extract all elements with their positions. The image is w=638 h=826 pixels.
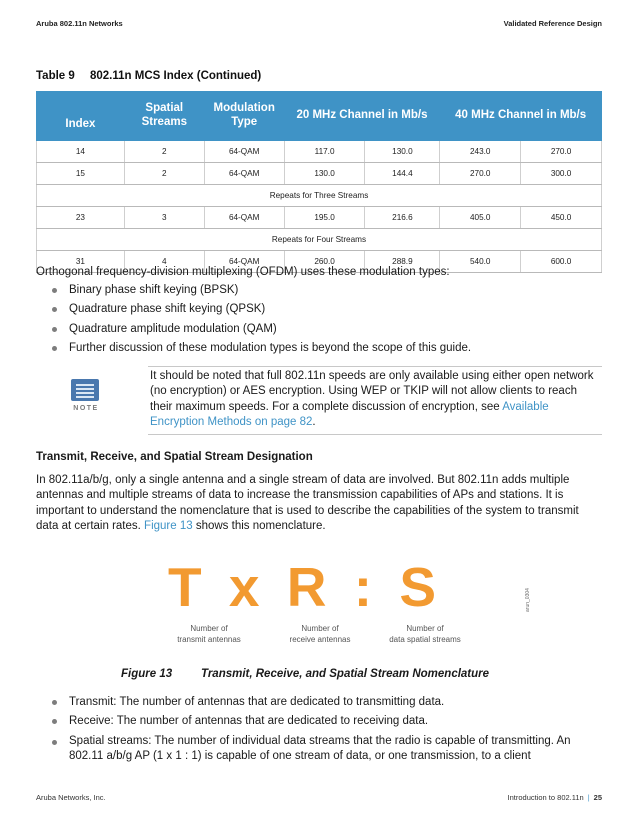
cell-20mhz-b: 130.0: [365, 141, 440, 163]
list-item: Quadrature phase shift keying (QPSK): [52, 300, 602, 319]
figure-caption: [121, 668, 489, 680]
cell-streams: 2: [124, 141, 204, 163]
cell-20mhz-a: 195.0: [284, 207, 365, 229]
note-text: It should be noted that full 802.11n speeds are only available using either open network (no encryption) or AES encryption. Using WEP or TKIP will not allow clients to reach their maximum speeds. For a complete discussion of encryption, see Available Encryption Methods on page 82.: [150, 370, 594, 429]
cell-modulation: 64-QAM: [204, 163, 284, 185]
note-divider-bottom: [148, 434, 602, 435]
table-span-row: [37, 229, 602, 251]
list-item: Quadrature amplitude modulation (QAM): [52, 320, 602, 339]
section-paragraph: In 802.11a/b/g, only a single antenna and a single stream of data are involved. But 802.11n adds multiple antennas and multiple streams of data to increase the transmission capabilities of APs and stations. It is important to understand the nomenclature that is used to describe the capabilities of the system to transmit data at certain rates. Figure 13 shows this nomenclature.: [36, 474, 579, 533]
cell-modulation: 64-QAM: [204, 251, 284, 273]
cell-40mhz-b: 270.0: [521, 141, 602, 163]
bullet-icon: [52, 307, 57, 312]
note-divider-top: [148, 366, 602, 367]
table-caption: [36, 70, 261, 82]
footer-right: Introduction to 802.11n | 25: [507, 793, 602, 802]
cell-index: 31: [37, 251, 125, 273]
col-header-index: Index: [37, 92, 125, 141]
table-title: 802.11n MCS Index (Continued): [90, 70, 262, 82]
figure-number: Figure 13: [121, 668, 173, 680]
figure-13-link[interactable]: Figure 13: [144, 520, 193, 533]
cell-index: 14: [37, 141, 125, 163]
bullet-icon: [52, 346, 57, 351]
cell-20mhz-a: 117.0: [284, 141, 365, 163]
cell-40mhz-b: 450.0: [521, 207, 602, 229]
bullet-icon: [52, 740, 57, 745]
bullet-icon: [52, 288, 57, 293]
col-header-40mhz: 40 MHz Channel in Mb/s: [440, 92, 602, 141]
note-icon: [71, 379, 99, 401]
definitions-list: [52, 693, 602, 764]
bullet-icon: [52, 719, 57, 724]
col-header-streams: Spatial Streams: [124, 92, 204, 141]
table-span-row: [37, 185, 602, 207]
cell-20mhz-b: 288.9: [365, 251, 440, 273]
cell-index: 15: [37, 163, 125, 185]
cell-20mhz-a: 260.0: [284, 251, 365, 273]
table-row: [37, 207, 602, 229]
cell-40mhz-a: 405.0: [440, 207, 521, 229]
cell-20mhz-b: 216.6: [365, 207, 440, 229]
table-header-row: [37, 92, 602, 141]
span-cell: Repeats for Four Streams: [37, 229, 602, 251]
cell-40mhz-b: 600.0: [521, 251, 602, 273]
ofdm-list: [52, 281, 602, 358]
section-heading: Transmit, Receive, and Spatial Stream Designation: [36, 451, 313, 463]
cell-modulation: 64-QAM: [204, 207, 284, 229]
figure-code: arun_0304: [525, 588, 531, 612]
cell-streams: 2: [124, 163, 204, 185]
list-item: Binary phase shift keying (BPSK): [52, 281, 602, 300]
cell-streams: 4: [124, 251, 204, 273]
table-row: [37, 163, 602, 185]
list-item: Spatial streams: The number of individual data streams that the radio is capable of transmitting. An 802.11 a/b/g AP (1 x 1 : 1) is capable of one stream of data, or one transmission, to a client: [52, 732, 602, 765]
cell-20mhz-a: 130.0: [284, 163, 365, 185]
cell-modulation: 64-QAM: [204, 141, 284, 163]
figure-title: Transmit, Receive, and Spatial Stream Nomenclature: [201, 668, 490, 680]
label-receive: Number of receive antennas: [289, 624, 351, 644]
list-item: Further discussion of these modulation types is beyond the scope of this guide.: [52, 339, 602, 358]
note-label: NOTE: [73, 405, 99, 412]
cell-index: 23: [37, 207, 125, 229]
bullet-icon: [52, 327, 57, 332]
ofdm-intro: Orthogonal frequency-division multiplexing (OFDM) uses these modulation types:: [36, 266, 450, 278]
page-number: 25: [593, 793, 602, 802]
encryption-methods-link[interactable]: Available Encryption Methods on page 82: [150, 400, 549, 429]
cell-40mhz-b: 300.0: [521, 163, 602, 185]
cell-40mhz-a: 540.0: [440, 251, 521, 273]
mcs-table: [36, 91, 602, 273]
bullet-icon: [52, 700, 57, 705]
list-item: Receive: The number of antennas that are dedicated to receiving data.: [52, 712, 602, 731]
page-header: [36, 19, 602, 31]
span-cell: Repeats for Three Streams: [37, 185, 602, 207]
cell-40mhz-a: 270.0: [440, 163, 521, 185]
cell-streams: 3: [124, 207, 204, 229]
txrs-graphic: T x R : S: [168, 556, 443, 618]
nomenclature-figure: [150, 552, 540, 652]
cell-20mhz-b: 144.4: [365, 163, 440, 185]
col-header-modulation: Modulation Type: [204, 92, 284, 141]
header-left: Aruba 802.11n Networks: [36, 19, 123, 28]
cell-40mhz-a: 243.0: [440, 141, 521, 163]
label-transmit: Number of transmit antennas: [177, 624, 241, 644]
label-spatial: Number of data spatial streams: [389, 624, 461, 644]
col-header-20mhz: 20 MHz Channel in Mb/s: [284, 92, 440, 141]
header-right: Validated Reference Design: [503, 19, 602, 28]
table-number: Table 9: [36, 70, 75, 82]
list-item: Transmit: The number of antennas that are dedicated to transmitting data.: [52, 693, 602, 712]
footer-left: Aruba Networks, Inc.: [36, 793, 106, 802]
table-row: [37, 141, 602, 163]
